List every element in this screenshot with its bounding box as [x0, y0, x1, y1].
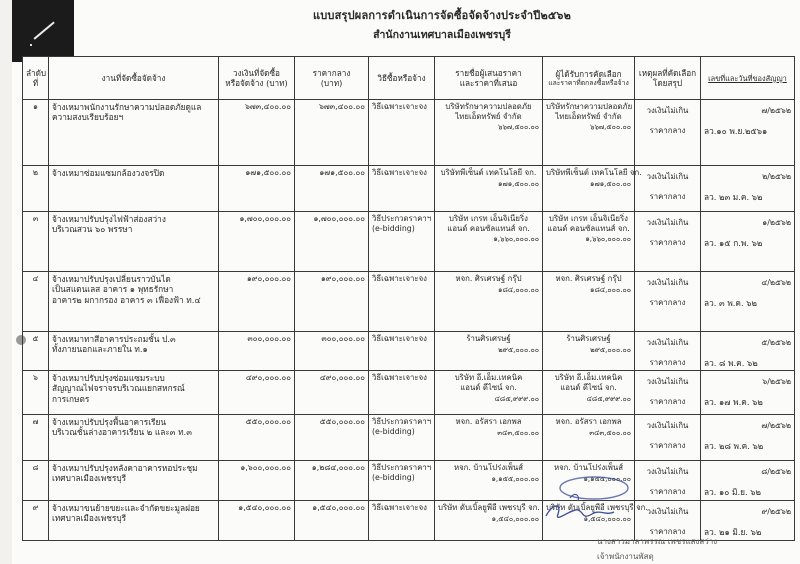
- bidder-amount: ๒๙๕,๐๐๐.๐๐: [498, 345, 539, 354]
- cell-reason: [635, 415, 701, 461]
- work-description: เทศบาลเมืองเพชรบุรี: [52, 513, 127, 524]
- winner-amount: ๑,๑๕๕,๐๐๐.๐๐: [583, 474, 631, 483]
- reason-line-1: วงเงินไม่เกิน: [646, 278, 689, 287]
- reason-line-2: ราคากลาง: [649, 297, 686, 307]
- header-budget-label-1: วงเงินที่จัดซื้อ: [233, 67, 280, 78]
- cell-budget: [219, 371, 295, 415]
- cell-budget: [219, 461, 295, 501]
- budget-amount: ๑,๖๐๐,๐๐๐.๐๐: [240, 463, 291, 473]
- cell-winner: [543, 166, 642, 212]
- bidder-name: บริษัทรักษาความปลอดภัย: [445, 102, 532, 111]
- cell-no: [23, 332, 49, 371]
- reason-line-2: ราคากลาง: [649, 486, 686, 496]
- cell-bidder: [435, 415, 543, 461]
- cell-median: [295, 415, 369, 461]
- contract-number: ๖/๒๕๖๒: [762, 377, 791, 387]
- procurement-method: วิธีเฉพาะเจาะจง: [372, 168, 427, 177]
- header-reason-label-1: เหตุผลที่คัดเลือก: [638, 67, 697, 78]
- cell-no: [23, 371, 49, 415]
- cell-bidder: [435, 100, 543, 166]
- cell-median: [295, 501, 369, 541]
- cell-contract-ref: [701, 461, 795, 501]
- table-row: [23, 415, 795, 461]
- cell-contract-ref: [701, 212, 795, 272]
- procurement-method: (e-bidding): [372, 472, 415, 482]
- contract-date: ลว. ๒๑ มิ.ย. ๖๒: [704, 526, 762, 537]
- contract-number: ๗/๒๕๖๒: [761, 421, 791, 431]
- cell-bidder: [435, 332, 543, 371]
- cell-contract-ref: [701, 332, 795, 371]
- cell-median: [295, 272, 369, 332]
- work-description: จ้างเหมาขนย้ายขยะและจำกัดขยะมูลฝอย: [52, 503, 200, 514]
- cell-winner: [543, 212, 635, 272]
- winner-name: บริษัท เกรท เอ็นจิเนียริ่ง: [549, 214, 628, 223]
- median-price: ๔๙๐,๐๐๐.๐๐: [319, 373, 365, 383]
- row-number: ๘: [32, 463, 39, 473]
- table-row: [23, 100, 795, 166]
- work-description: จ้างเหมาปรับปรุงพื้นอาคารเรียน: [52, 417, 167, 428]
- work-description: บริเวณชั้นล่างอาคารเรียน ๒ และ๓ ท.๓: [52, 427, 192, 438]
- winner-name: บริษัทรักษาความปลอดภัย: [546, 102, 633, 111]
- reason-line-1: วงเงินไม่เกิน: [646, 172, 689, 181]
- contract-date: ลว. ๒๓ ม.ค. ๖๒: [704, 191, 763, 202]
- procurement-method: วิธีเฉพาะเจาะจง: [372, 102, 427, 111]
- contract-number: ๘/๒๕๖๒: [761, 467, 791, 477]
- cell-bidder: [435, 212, 543, 272]
- winner-amount: ๖๖๗,๕๐๐.๐๐: [590, 123, 631, 132]
- procurement-method: วิธีเฉพาะเจาะจง: [372, 503, 427, 513]
- header-method: [369, 57, 435, 100]
- work-description: ความสงบเรียบร้อยฯ: [52, 112, 124, 123]
- work-description: จ้างเหมาปรับปรุงไฟฟ้าส่องสว่าง: [52, 214, 166, 224]
- cell-no: [23, 212, 49, 272]
- cell-work: [49, 100, 219, 166]
- cell-no: [23, 461, 49, 501]
- contract-date: ลว. ๒๘ พ.ค. ๖๒: [704, 440, 764, 451]
- table-row: [23, 272, 795, 332]
- cell-work: [49, 272, 219, 332]
- cell-method: [369, 100, 435, 166]
- row-number: ๑: [33, 102, 38, 111]
- contract-number: ๗/๒๕๖๒: [761, 106, 791, 115]
- contract-number: ๙/๒๕๖๒: [761, 507, 791, 517]
- cell-reason: [635, 166, 701, 212]
- cell-budget: [219, 332, 295, 371]
- cell-method: [369, 461, 435, 501]
- cell-median: [295, 100, 369, 166]
- cell-bidder: [435, 272, 543, 332]
- cell-bidder: [435, 501, 543, 541]
- cell-budget: [219, 212, 295, 272]
- winner-amount: ๑,๖๖๐,๐๐๐.๐๐: [585, 235, 631, 244]
- cell-median: [295, 461, 369, 501]
- median-price: ๕๕๐,๐๐๐.๐๐: [319, 417, 365, 427]
- row-number: ๒: [32, 168, 39, 177]
- reason-line-2: ราคากลาง: [649, 357, 686, 367]
- cell-winner: [543, 415, 635, 461]
- cell-reason: [635, 332, 701, 371]
- winner-name: ร้านศิรเศรษฐ์: [566, 334, 611, 343]
- header-winner: [543, 57, 635, 100]
- contract-number: ๔/๒๕๖๒: [761, 278, 791, 287]
- cell-contract-ref: [701, 371, 795, 415]
- header-no: [23, 57, 49, 100]
- reason-line-2: ราคากลาง: [649, 191, 686, 201]
- row-number: ๕: [32, 334, 39, 343]
- bidder-name: ไทยเอ็ดทรัพย์ จำกัด: [455, 111, 522, 121]
- cell-median: [295, 371, 369, 415]
- work-description: เทศบาลเมืองเพชรบุรี: [52, 473, 127, 484]
- procurement-method: (e-bidding): [372, 426, 415, 436]
- work-description: จ้างเหมาทาสีอาคารประถมชั้น ป.๓: [52, 334, 176, 344]
- cell-work: [49, 166, 219, 212]
- procurement-method: วิธีประกวดราคาฯ: [372, 214, 432, 223]
- cell-median: [295, 166, 369, 212]
- bidder-name: บริษัท ดับเบิ้ลยูพีอี เพชรบุรี จก.: [438, 503, 540, 513]
- contract-number: ๒/๒๕๖๒: [762, 172, 791, 181]
- header-reason-label-2: โดยสรุป: [652, 78, 683, 88]
- cell-winner: [543, 100, 635, 166]
- median-price: ๑,๗๐๐,๐๐๐.๐๐: [313, 214, 365, 223]
- cell-method: [369, 371, 435, 415]
- cell-bidder: [435, 371, 543, 415]
- bidder-amount: ๑,๑๕๕,๐๐๐.๐๐: [491, 474, 539, 483]
- winner-amount: ๒๙๕,๐๐๐.๐๐: [590, 345, 631, 354]
- header-median-label-1: ราคากลาง: [312, 67, 351, 78]
- median-price: ๑๗๑,๕๐๐.๐๐: [319, 168, 365, 177]
- cell-budget: [219, 415, 295, 461]
- cell-reason: [635, 272, 701, 332]
- row-number: ๗: [32, 417, 39, 427]
- budget-amount: ๑๙๐,๐๐๐.๐๐: [246, 274, 291, 283]
- cell-contract-ref: [701, 415, 795, 461]
- table-row: [23, 371, 795, 415]
- winner-name: หจก. อรัสรา เอกพล: [555, 417, 622, 427]
- contract-date: ลว. ๑๕ ก.พ. ๖๒: [704, 237, 763, 248]
- cell-method: [369, 415, 435, 461]
- cell-median: [295, 212, 369, 272]
- cell-winner: [543, 272, 635, 332]
- reason-line-1: วงเงินไม่เกิน: [646, 507, 689, 517]
- bidder-name: แอนด์ ดีไซน์ จก.: [460, 382, 517, 392]
- reason-line-1: วงเงินไม่เกิน: [646, 106, 689, 115]
- winner-amount: ๑๗๑,๕๐๐.๐๐: [590, 179, 631, 188]
- budget-amount: ๔๙๐,๐๐๐.๐๐: [245, 373, 291, 383]
- contract-number: ๕/๒๕๖๒: [761, 338, 791, 347]
- row-number: ๓: [32, 214, 39, 223]
- winner-name: ไทยเอ็ดทรัพย์ จำกัด: [555, 111, 622, 121]
- median-price: ๑,๕๔๐,๐๐๐.๐๐: [312, 503, 365, 513]
- header-work: [49, 57, 219, 100]
- cell-no: [23, 272, 49, 332]
- reason-line-1: วงเงินไม่เกิน: [646, 467, 689, 477]
- winner-amount: ๑๘๔,๐๐๐.๐๐: [590, 285, 631, 294]
- header-budget-label-2: หรือจัดจ้าง (บาท): [225, 78, 288, 88]
- header-bidders-label-1: รายชื่อผู้เสนอราคา: [455, 67, 522, 78]
- cell-winner: [543, 332, 635, 371]
- cell-budget: [219, 100, 295, 166]
- document-subtitle: สำนักงานเทศบาลเมืองเพชรบุรี: [373, 29, 511, 41]
- procurement-method: วิธีประกวดราคาฯ: [372, 417, 432, 427]
- cell-method: [369, 166, 435, 212]
- work-description: บริเวณสวน ๖๐ พรรษา: [52, 224, 133, 235]
- document-page: [12, 0, 800, 564]
- contract-date: ลว. ๘ พ.ค. ๖๒: [704, 357, 758, 368]
- signer-name: นางสาวมาลาพรรณ เพชรแสงสว่าง: [597, 537, 718, 546]
- cell-method: [369, 212, 435, 272]
- cell-work: [49, 501, 219, 541]
- winner-name: บริษัท อี.เอ็ม.เทคนิค: [554, 373, 623, 383]
- reason-line-1: วงเงินไม่เกิน: [646, 377, 689, 387]
- work-description: จ้างเหมาพนักงานรักษาความปลอดภัยดูแล: [52, 102, 202, 112]
- cell-method: [369, 501, 435, 541]
- table-header-row: [23, 57, 795, 100]
- median-price: ๖๗๓,๔๐๐.๐๐: [318, 102, 365, 111]
- header-winner-label-1: ผู้ได้รับการคัดเลือก: [555, 68, 622, 79]
- signer-role: เจ้าพนักงานพัสดุ: [597, 552, 654, 561]
- cell-method: [369, 332, 435, 371]
- work-description: จ้างเหมาปรับปรุงหลังคาอาคารหอประชุม: [52, 463, 198, 474]
- budget-amount: ๑,๗๐๐,๐๐๐.๐๐: [239, 214, 291, 223]
- header-winner-label-2: และราคาที่ตกลงซื้อหรือจ้าง: [548, 78, 629, 87]
- bidder-name: บริษัท เกรท เอ็นจิเนียริ่ง: [449, 214, 528, 223]
- cell-winner: [543, 371, 635, 415]
- work-description: จ้างเหมาปรับปรุงเปลี่ยนราวบันได: [52, 274, 171, 284]
- header-work-label: งานที่จัดซื้อจัดจ้าง: [101, 72, 166, 83]
- procurement-table: [22, 56, 795, 541]
- bidder-name: แอนด์ คอนซัลแทนส์ จก.: [447, 223, 530, 233]
- header-bidders: [435, 57, 543, 100]
- bidder-amount: ๔๘๕,๙๙๙.๐๐: [494, 394, 539, 403]
- header-median-label-2: (บาท): [320, 78, 343, 88]
- cell-contract-ref: [701, 100, 795, 166]
- pen-mark: [34, 21, 55, 39]
- cell-no: [23, 100, 49, 166]
- cell-bidder: [435, 166, 543, 212]
- contract-date: ลว. ๑๐ มิ.ย. ๖๒: [704, 486, 761, 497]
- cell-budget: [219, 166, 295, 212]
- bidder-name: บริษัท อี.เอ็ม.เทคนิค: [454, 373, 523, 383]
- bidder-amount: ๑๘๔,๐๐๐.๐๐: [498, 285, 539, 294]
- cell-work: [49, 461, 219, 501]
- cell-reason: [635, 212, 701, 272]
- table-row: [23, 166, 795, 212]
- reason-line-1: วงเงินไม่เกิน: [646, 338, 689, 347]
- cell-contract-ref: [701, 272, 795, 332]
- work-description: สัญญาณไฟจราจรบริเวณแยกสหกรณ์: [52, 383, 185, 394]
- reason-line-2: ราคากลาง: [649, 125, 686, 135]
- winner-name: บริษัทพีเซ็นต์ เทคโนโลยี จก.: [546, 168, 642, 177]
- cell-method: [369, 272, 435, 332]
- row-number: ๔: [32, 274, 39, 283]
- signature-and-stamp: [532, 468, 648, 528]
- winner-name: หจก. บ้านโปร่งเพ็นส์: [553, 463, 624, 473]
- winner-amount: ๔๘๕,๙๙๙.๐๐: [586, 394, 631, 403]
- winner-name: แอนด์ คอนซัลแทนส์ จก.: [547, 223, 630, 233]
- header-ref-label: เลขที่และวันที่ของสัญญา: [708, 73, 787, 83]
- work-description: การเกษตร: [52, 393, 90, 404]
- winner-name: หจก. ศิรเศรษฐ์ กรุ๊ป: [555, 274, 622, 283]
- header-no-label: ลำดับที่: [26, 67, 47, 88]
- document-title: แบบสรุปผลการดำเนินการจัดซื้อจัดจ้างประจำปี๒๕๖๒: [312, 9, 572, 22]
- bidder-name: บริษัทพีเซ็นต์ เทคโนโลยี จก.: [440, 168, 537, 177]
- cell-median: [295, 332, 369, 371]
- budget-amount: ๑๗๑,๕๐๐.๐๐: [245, 168, 291, 177]
- bidder-amount: ๑,๖๖๐,๐๐๐.๐๐: [493, 235, 539, 244]
- row-number: ๖: [33, 373, 38, 383]
- budget-amount: ๖๗๓,๔๐๐.๐๐: [244, 102, 291, 111]
- reason-line-1: วงเงินไม่เกิน: [646, 218, 689, 227]
- contract-date: ลว. ๓ พ.ค. ๖๒: [704, 297, 757, 308]
- work-description: อาคาร๒ ผกากรอง อาคาร ๓ เฟื่องฟ้า ท.๔: [52, 294, 201, 305]
- header-method-label: วิธีซื้อหรือจ้าง: [377, 72, 426, 83]
- median-price: ๑๙๐,๐๐๐.๐๐: [320, 274, 365, 283]
- median-price: ๓๐๐,๐๐๐.๐๐: [321, 334, 365, 343]
- cell-budget: [219, 272, 295, 332]
- cell-reason: [635, 461, 701, 501]
- contract-number: ๑/๒๕๖๒: [762, 218, 791, 227]
- procurement-method: วิธีเฉพาะเจาะจง: [372, 373, 427, 383]
- contract-date: ลว. ๑๗ พ.ค. ๖๒: [704, 396, 763, 407]
- header-bidders-label-2: และราคาที่เสนอ: [459, 78, 518, 88]
- bidder-name: หจก. ศิรเศรษฐ์ กรุ๊ป: [455, 274, 522, 283]
- reason-line-2: ราคากลาง: [649, 396, 686, 406]
- cell-work: [49, 212, 219, 272]
- table-body: [23, 100, 795, 541]
- cell-reason: [635, 371, 701, 415]
- bidder-amount: ๑,๕๔๐,๐๐๐.๐๐: [491, 514, 539, 523]
- work-description: ทั้งภายนอกและภายใน ท.๑: [52, 344, 148, 355]
- cell-reason: [635, 100, 701, 166]
- reason-line-2: ราคากลาง: [649, 526, 686, 536]
- header-median: [295, 57, 369, 100]
- reason-line-1: วงเงินไม่เกิน: [646, 421, 689, 431]
- work-description: จ้างเหมาซ่อมแซมกล้องวงจรปิด: [52, 168, 165, 178]
- work-description: จ้างเหมาปรับปรุงซ่อมแซมระบบ: [52, 373, 165, 384]
- cell-work: [49, 332, 219, 371]
- cell-no: [23, 415, 49, 461]
- table-row: [23, 461, 795, 501]
- winner-amount: ๑,๕๔๐,๐๐๐.๐๐: [583, 514, 631, 523]
- winner-name: แอนด์ ดีไซน์ จก.: [560, 382, 617, 392]
- procurement-method: วิธีเฉพาะเจาะจง: [372, 274, 427, 283]
- header-budget: [219, 57, 295, 100]
- cell-no: [23, 501, 49, 541]
- budget-amount: ๕๕๐,๐๐๐.๐๐: [245, 417, 291, 427]
- table-row: [23, 212, 795, 272]
- procurement-method: วิธีประกวดราคาฯ: [372, 463, 432, 473]
- work-description: เป็นสแตนเลส อาคาร ๑ พุทธรักษา: [52, 284, 174, 295]
- cell-work: [49, 415, 219, 461]
- winner-amount: ๓๔๓,๕๐๐.๐๐: [589, 428, 631, 437]
- cell-contract-ref: [701, 166, 795, 212]
- bidder-amount: ๑๗๑,๕๐๐.๐๐: [498, 179, 539, 188]
- header-reason: [635, 57, 701, 100]
- reason-line-2: ราคากลาง: [649, 237, 686, 247]
- bidder-amount: ๓๔๓,๕๐๐.๐๐: [497, 428, 539, 437]
- bidder-name: หจก. บ้านโปร่งเพ็นส์: [453, 463, 524, 473]
- scan-corner-shadow: [12, 0, 74, 62]
- cell-bidder: [435, 461, 543, 501]
- median-price: ๑,๒๘๔,๐๐๐.๐๐: [311, 463, 365, 473]
- cell-no: [23, 166, 49, 212]
- procurement-method: (e-bidding): [372, 223, 415, 233]
- cell-work: [49, 371, 219, 415]
- bidder-name: หจก. อรัสรา เอกพล: [455, 417, 522, 427]
- bidder-amount: ๖๖๗,๕๐๐.๐๐: [498, 123, 539, 132]
- header-ref: [701, 57, 795, 100]
- row-number: ๙: [32, 503, 39, 513]
- budget-amount: ๑,๕๔๐,๐๐๐.๐๐: [238, 503, 291, 513]
- budget-amount: ๓๐๐,๐๐๐.๐๐: [247, 334, 291, 343]
- bidder-name: ร้านศิรเศรษฐ์: [466, 334, 511, 343]
- reason-line-2: ราคากลาง: [649, 440, 686, 450]
- contract-date: ลว.๑๐ พ.ย.๒๕๖๑: [704, 125, 768, 136]
- table-row: [23, 332, 795, 371]
- winner-name: บริษัท ดับเบิ้ลยูพีอี เพชรบุรี จก.: [546, 503, 648, 513]
- procurement-method: วิธีเฉพาะเจาะจง: [372, 334, 427, 343]
- cell-budget: [219, 501, 295, 541]
- pen-dot: [30, 44, 32, 46]
